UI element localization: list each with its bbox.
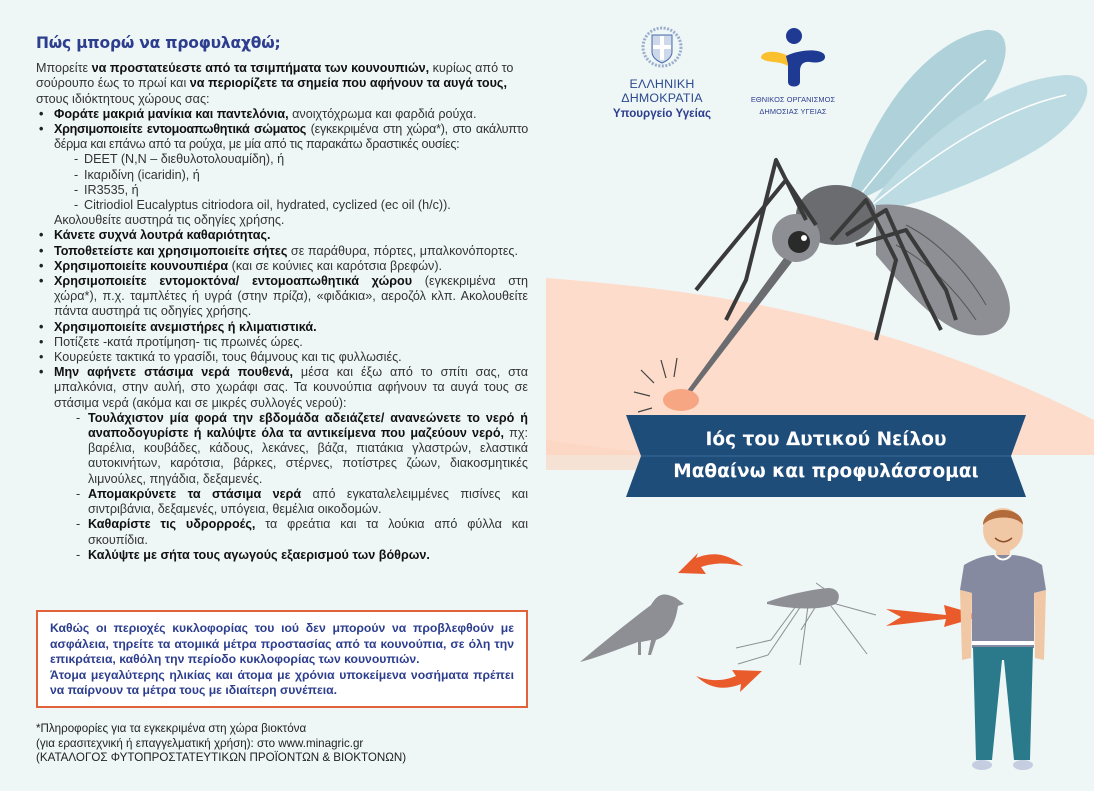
action-item	[76, 411, 528, 487]
item-text: (και σε κούνιες και καρότσια βρεφών).	[228, 258, 443, 273]
item-text: Κουρεύετε τακτικά το γρασίδι, τους θάμνους και τις φυλλωσιές.	[54, 350, 402, 365]
list-item	[36, 365, 528, 563]
substance-item: - DEET (N,N – διεθυλοτολουαμίδη), ή	[74, 152, 528, 167]
substance-item: - IR3535, ή	[74, 183, 528, 198]
item-bold: Χρησιμοποιείτε εντομοκτόνα/ εντομοαπωθητικά χώρου	[54, 274, 413, 289]
item-text: σε παράθυρα, πόρτες, μπαλκονόπορτες.	[287, 243, 518, 258]
item-bold: Μην αφήνετε στάσιμα νερά πουθενά,	[54, 365, 293, 380]
warning-text-elderly: Άτομα μεγαλύτερης ηλικίας και άτομα με χρόνια υποκείμενα νοσήματα πρέπει να παίρνουν τα μέτρα τους με ιδιαίτερη συνέπεια.	[50, 667, 514, 698]
arrow-to-mosquito-icon	[696, 670, 762, 692]
action-item	[76, 517, 528, 547]
mosquito-abdomen	[876, 204, 1010, 335]
banner-title: Ιός του Δυτικού Νείλου	[705, 429, 947, 450]
mosquito-silhouette-icon	[736, 583, 876, 665]
bite-mark	[663, 389, 699, 411]
repellent-substances-list	[54, 152, 528, 213]
list-item	[36, 259, 528, 274]
prevention-section	[36, 36, 528, 563]
footnote-line: (για ερασιτεχνική ή επαγγελματική χρήση): στο www.minagric.gr	[36, 736, 364, 750]
action-text: από εγκαταλελειμμένες πισίνες και σιντριβάνια, δεξαμενές, υπόγεια, θεμέλια οικοδομών.	[88, 486, 528, 517]
action-text: πχ: βαρέλια, κουβάδες, κάδους, λεκάνες, βάζα, πιατάκια γλαστρών, ελαστικά αυτοκινήτων, καρότσια, βάρκες, στέρνες, ποτίστρες ζώων, διακοσμητικές λιμνούλες, πηγάδια, δεξαμενές.	[88, 426, 528, 486]
item-bold: Χρησιμοποιείτε ανεμιστήρες ή κλιματιστικά.	[54, 319, 317, 334]
eody-figure-icon	[758, 26, 828, 88]
logo-gr-subtitle: Υπουργείο Υγείας	[612, 107, 712, 120]
man-figure-icon	[960, 508, 1046, 770]
intro-text: Μπορείτε	[36, 61, 92, 76]
item-bold: Τοποθετείστε και χρησιμοποιείτε σήτες	[54, 243, 288, 258]
list-item	[36, 228, 528, 243]
warning-text: Καθώς οι περιοχές κυκλοφορίας του ιού δεν μπορούν να προβλεφθούν με ασφάλεια, τηρείτε τα ατομικά μέτρα προστασίας από τα κουνούπια, σε όλη την επικράτεια, καθόλη την περίοδο κυκλοφορίας των κουνουπιών.	[50, 621, 514, 667]
action-item	[76, 548, 528, 563]
standing-water-actions	[54, 411, 528, 563]
intro-bold: να προστατεύεστε από τα τσιμπήματα των κουνουπιών,	[91, 61, 430, 76]
title-banner	[626, 415, 1026, 497]
action-item	[76, 487, 528, 517]
section-heading: Πώς μπορώ να προφυλαχθώ;	[36, 34, 281, 52]
prevention-list	[36, 107, 528, 563]
list-item	[36, 320, 528, 335]
cover-panel	[546, 0, 1094, 791]
list-item	[36, 244, 528, 259]
list-item	[36, 107, 528, 122]
intro-bold: να περιορίζετε τα σημεία που αφήνουν τα αυγά τους,	[189, 76, 507, 91]
banner-subtitle: Μαθαίνω και προφυλάσσομαι	[673, 461, 979, 482]
mosquito-wings-icon	[846, 30, 1087, 215]
intro-text: στους ιδιόκτητους χώρους σας:	[36, 91, 210, 106]
bird-silhouette-icon	[580, 594, 684, 662]
item-bold: Φοράτε μακριά μανίκια και παντελόνια,	[54, 106, 289, 121]
footnote	[36, 722, 456, 766]
list-item	[36, 274, 528, 320]
item-text: μέσα και έξω από το σπίτι σας, στα μπαλκόνια, στην αυλή, στο χωράφι σας. Τα κουνούπια αφήνουν τα αυγά τους σε στάσιμα νερά (ακόμα και σε μικρές συλλογές νερού):	[54, 365, 528, 410]
item-text: (εγκεκριμένα στη χώρα*), στο ακάλυπτο δέρμα και επάνω από τα ρούχα, με μία από τις παρακάτω δραστικές ουσίες:	[54, 122, 528, 152]
list-item	[36, 350, 528, 365]
action-bold: Απομακρύνετε τα στάσιμα νερά	[88, 486, 302, 501]
action-bold: Τουλάχιστον μία φορά την εβδομάδα αδειάζετε/ ανανεώνετε το νερό ή αναποδογυρίστε ή καλύψτε όλα τα αντικείμενα που μαζεύουν νερό,	[88, 410, 528, 441]
intro-text: κυρίως από το σούρουπο έως το πρωί και	[36, 61, 514, 91]
warning-note-box	[36, 610, 528, 708]
item-bold: Κάνετε συχνά λουτρά καθαριότητας.	[54, 228, 271, 243]
eody-logo	[748, 26, 838, 116]
item-text: (εγκεκριμένα στη χώρα*), π.χ. ταμπλέτες ή υγρά (στην πρίζα), «φιδάκια», αεροζόλ κλπ. Ακολουθείτε πάντα αυστηρά τις οδηγίες χρήσης.	[54, 274, 528, 319]
ministry-of-health-logo	[592, 26, 732, 120]
arrow-to-bird-icon	[678, 553, 743, 574]
action-bold: Καλύψτε με σήτα τους αγωγούς εξαερισμού των βόθρων.	[88, 547, 430, 562]
footnote-line: (ΚΑΤΑΛΟΓΟΣ ΦΥΤΟΠΡΟΣΤΑΤΕΥΤΙΚΩΝ ΠΡΟΪΟΝΤΩΝ & ΒΙΟΚΤΟΝΩΝ)	[36, 751, 407, 764]
footnote-line: *Πληροφορίες για τα εγκεκριμένα στη χώρα βιοκτόνα	[36, 722, 307, 735]
intro-paragraph	[36, 61, 528, 107]
list-item	[36, 122, 528, 228]
item-bold: Χρησιμοποιείτε κουνουπιέρα	[54, 258, 229, 273]
substance-item: - Citriodiol Eucalyptus citriodora oil, hydrated, cyclized (ec oil (h/c)).	[74, 198, 528, 213]
item-text: ανοιχτόχρωμα και φαρδιά ρούχα.	[288, 106, 477, 121]
instructions-note: Ακολουθείτε αυστηρά τις οδηγίες χρήσης.	[54, 213, 285, 228]
substance-item: - Ικαριδίνη (icaridin), ή	[74, 168, 528, 183]
greek-coat-of-arms-icon	[641, 26, 683, 68]
action-bold: Καθαρίστε τις υδρορροές,	[88, 517, 256, 532]
logo-gr-title: ΕΛΛΗΝΙΚΗ ΔΗΜΟΚΡΑΤΙΑ	[621, 77, 703, 105]
eody-line2: ΔΗΜΟΣΙΑΣ ΥΓΕΙΑΣ	[759, 106, 827, 116]
item-bold: Χρησιμοποιείτε εντομοαπωθητικά σώματος	[54, 122, 307, 137]
action-text: τα φρεάτια και τα λούκια από φύλλα και σκουπίδια.	[88, 517, 528, 547]
list-item	[36, 335, 528, 350]
item-text: Ποτίζετε -κατά προτίμηση- τις πρωινές ώρες.	[54, 334, 303, 349]
eody-line1: ΕΘΝΙΚΟΣ ΟΡΓΑΝΙΣΜΟΣ	[750, 95, 836, 104]
